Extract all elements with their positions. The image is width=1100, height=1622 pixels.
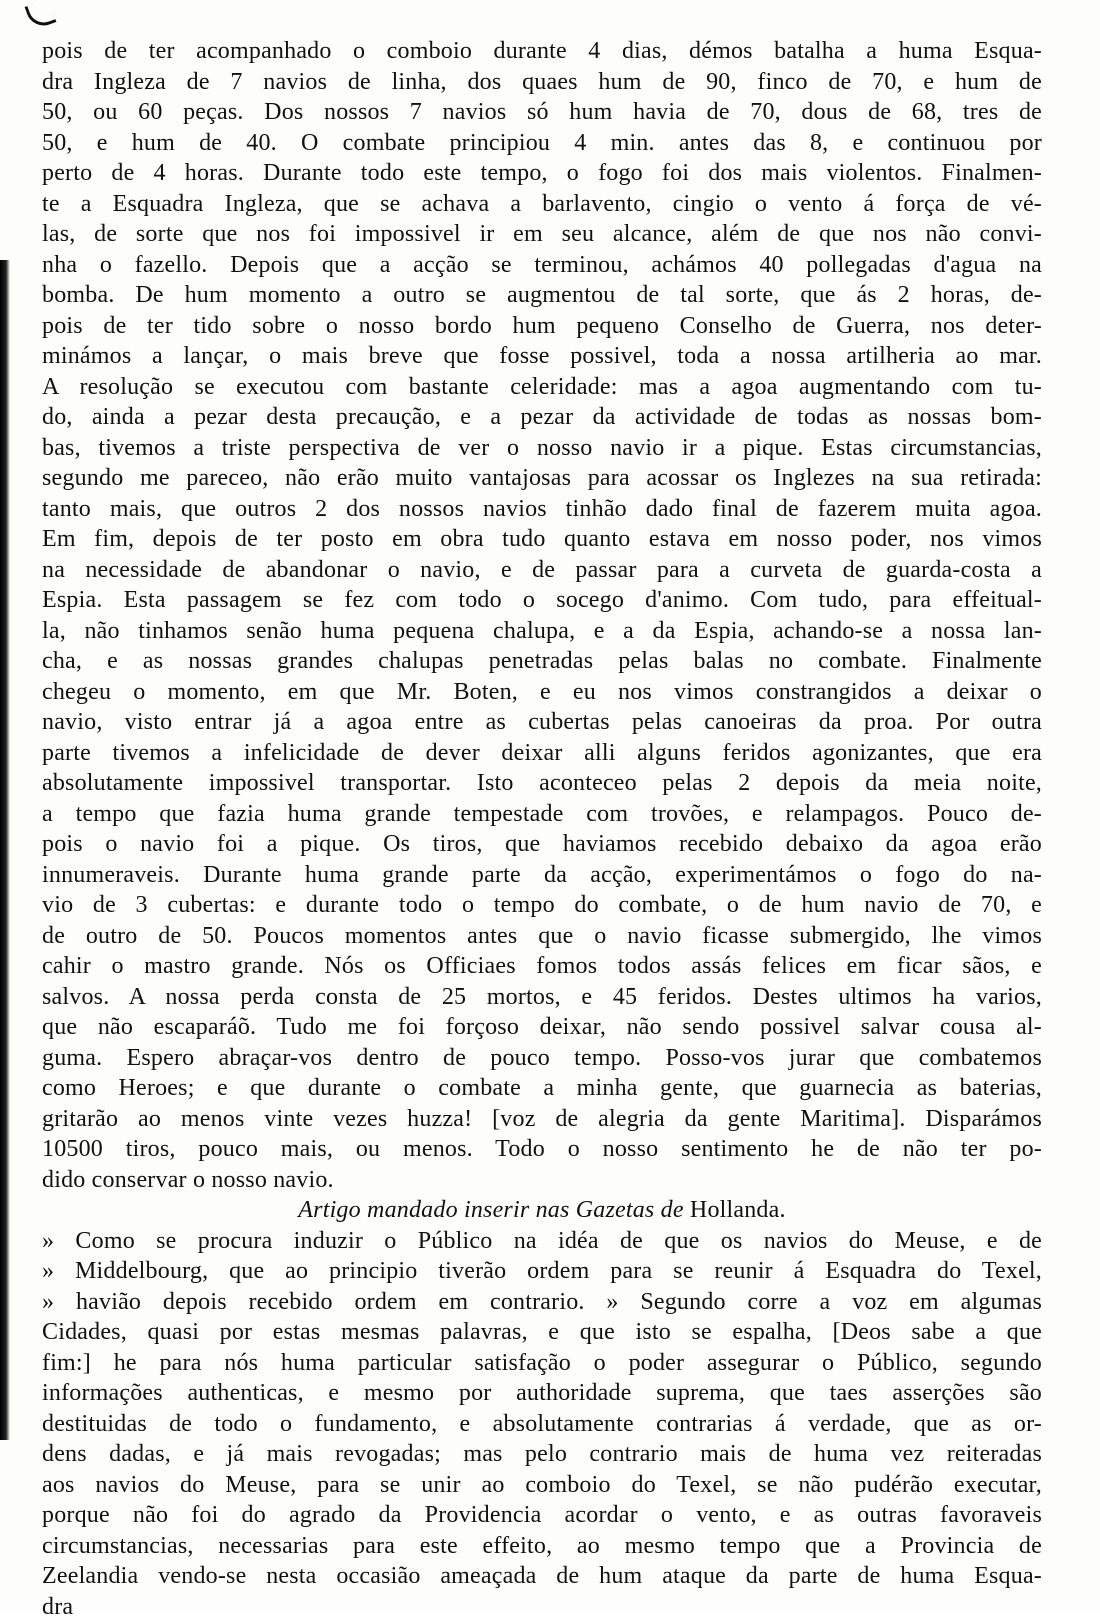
text-line: Em fim, depois de ter posto em obra tudo quanto estava em nosso poder, nos vimos [42, 524, 1042, 555]
text-line: dens dadas, e já mais revogadas; mas pelo contrario mais de huma vez reiteradas [42, 1439, 1042, 1470]
text-line: destituidas de todo o fundamento, e absolutamente contrarias á verdade, que as or- [42, 1409, 1042, 1440]
text-line: guma. Espero abraçar-vos dentro de pouco tempo. Posso-vos jurar que combatemos [42, 1043, 1042, 1074]
text-line: A resolução se executou com bastante celeridade: mas a agoa augmentando com tu- [42, 372, 1042, 403]
text-line: navio, visto entrar já a agoa entre as cubertas pelas canoeiras da proa. Por outra [42, 707, 1042, 738]
text-line: bomba. De hum momento a outro se augmentou de tal sorte, que ás 2 horas, de- [42, 280, 1042, 311]
text-line: » Middelbourg, que ao principio tiverão ordem para se reunir á Esquadra do Texel, [42, 1256, 1042, 1287]
text-line: porque não foi do agrado da Providencia acordar o vento, e as outras favoraveis [42, 1500, 1042, 1531]
text-line: absolutamente impossivel transportar. Isto aconteceo pelas 2 depois da meia noite, [42, 768, 1042, 799]
text-column [42, 36, 1042, 1622]
text-line: 50, ou 60 peças. Dos nossos 7 navios só hum havia de 70, dous de 68, tres de [42, 97, 1042, 128]
text-line: do, ainda a pezar desta precaução, e a pezar da actividade de todas as nossas bom- [42, 402, 1042, 433]
text-line: » Como se procura induzir o Público na idéa de que os navios do Meuse, e de [42, 1226, 1042, 1257]
text-line: informações authenticas, e mesmo por authoridade suprema, que taes asserções são [42, 1378, 1042, 1409]
text-line: dra [42, 1592, 1042, 1622]
article-heading-italic: Artigo mandado inserir nas Gazetas de [298, 1197, 683, 1223]
article-paragraph [42, 1226, 1042, 1622]
letter-paragraph [42, 36, 1042, 1195]
text-line: parte tivemos a infelicidade de dever deixar alli alguns feridos agonizantes, que era [42, 738, 1042, 769]
text-line: Zeelandia vendo-se nesta occasião ameaçada de hum ataque da parte de huma Esqua- [42, 1561, 1042, 1592]
text-line: innumeraveis. Durante huma grande parte da acção, experimentámos o fogo do na- [42, 860, 1042, 891]
text-line: pois de ter tido sobre o nosso bordo hum pequeno Conselho de Guerra, nos deter- [42, 311, 1042, 342]
text-line: aos navios do Meuse, para se unir ao comboio do Texel, se não pudérão executar, [42, 1470, 1042, 1501]
text-line: segundo me pareceo, não erão muito vantajosas para acossar os Inglezes na sua retirada: [42, 463, 1042, 494]
text-line: fim:] he para nós huma particular satisfação o poder assegurar o Público, segundo [42, 1348, 1042, 1379]
text-line: tanto mais, que outros 2 dos nossos navios tinhão dado final de fazerem muita agoa. [42, 494, 1042, 525]
text-line: dido conservar o nosso navio. [42, 1165, 1042, 1196]
text-line: que não escaparáõ. Tudo me foi forçoso deixar, não sendo possivel salvar cousa al- [42, 1012, 1042, 1043]
text-line: como Heroes; e que durante o combate a minha gente, que guarnecia as baterias, [42, 1073, 1042, 1104]
text-line: gritarão ao menos vinte vezes huzza! [voz de alegria da gente Maritima]. Disparámos [42, 1104, 1042, 1135]
text-line: 50, e hum de 40. O combate principiou 4 min. antes das 8, e continuou por [42, 128, 1042, 159]
text-line: bas, tivemos a triste perspectiva de ver o nosso navio ir a pique. Estas circumstancias, [42, 433, 1042, 464]
article-heading-upright: Hollanda. [690, 1197, 786, 1223]
article-heading [42, 1195, 1042, 1226]
text-line: perto de 4 horas. Durante todo este tempo, o fogo foi dos mais violentos. Finalmen- [42, 158, 1042, 189]
text-line: salvos. A nossa perda consta de 25 mortos, e 45 feridos. Destes ultimos ha varios, [42, 982, 1042, 1013]
text-line: Cidades, quasi por estas mesmas palavras, e que isto se espalha, [Deos sabe a que [42, 1317, 1042, 1348]
text-line: nha o fazello. Depois que a acção se terminou, achámos 40 pollegadas d'agua na [42, 250, 1042, 281]
text-line: vio de 3 cubertas: e durante todo o tempo do combate, o de hum navio de 70, e [42, 890, 1042, 921]
page-corner-mark [24, 0, 56, 31]
text-line: pois de ter acompanhado o comboio durante 4 dias, démos batalha a huma Esqua- [42, 36, 1042, 67]
text-line: pois o navio foi a pique. Os tiros, que haviamos recebido debaixo da agoa erão [42, 829, 1042, 860]
text-line: cha, e as nossas grandes chalupas penetradas pelas balas no combate. Finalmente [42, 646, 1042, 677]
text-line: minámos a lançar, o mais breve que fosse possivel, toda a nossa artilheria ao mar. [42, 341, 1042, 372]
binding-shadow [0, 260, 10, 1440]
text-line: la, não tinhamos senão huma pequena chalupa, e a da Espia, achando-se a nossa lan- [42, 616, 1042, 647]
text-line: circumstancias, necessarias para este effeito, ao mesmo tempo que a Provincia de [42, 1531, 1042, 1562]
text-line: na necessidade de abandonar o navio, e de passar para a curveta de guarda-costa a [42, 555, 1042, 586]
text-line: a tempo que fazia huma grande tempestade com trovões, e relampagos. Pouco de- [42, 799, 1042, 830]
text-line: te a Esquadra Ingleza, que se achava a barlavento, cingio o vento á força de vé- [42, 189, 1042, 220]
text-line: dra Ingleza de 7 navios de linha, dos quaes hum de 90, finco de 70, e hum de [42, 67, 1042, 98]
text-line: cahir o mastro grande. Nós os Officiaes fomos todos assás felices em ficar sãos, e [42, 951, 1042, 982]
text-line: 10500 tiros, pouco mais, ou menos. Todo o nosso sentimento he de não ter po- [42, 1134, 1042, 1165]
text-line: Espia. Esta passagem se fez com todo o socego d'animo. Com tudo, para effeitual- [42, 585, 1042, 616]
text-line: chegeu o momento, em que Mr. Boten, e eu nos vimos constrangidos a deixar o [42, 677, 1042, 708]
text-line: las, de sorte que nos foi impossivel ir em seu alcance, além de que nos não convi- [42, 219, 1042, 250]
text-line: de outro de 50. Poucos momentos antes que o navio ficasse submergido, lhe vimos [42, 921, 1042, 952]
text-line: » havião depois recebido ordem em contrario. » Segundo corre a voz em algumas [42, 1287, 1042, 1318]
